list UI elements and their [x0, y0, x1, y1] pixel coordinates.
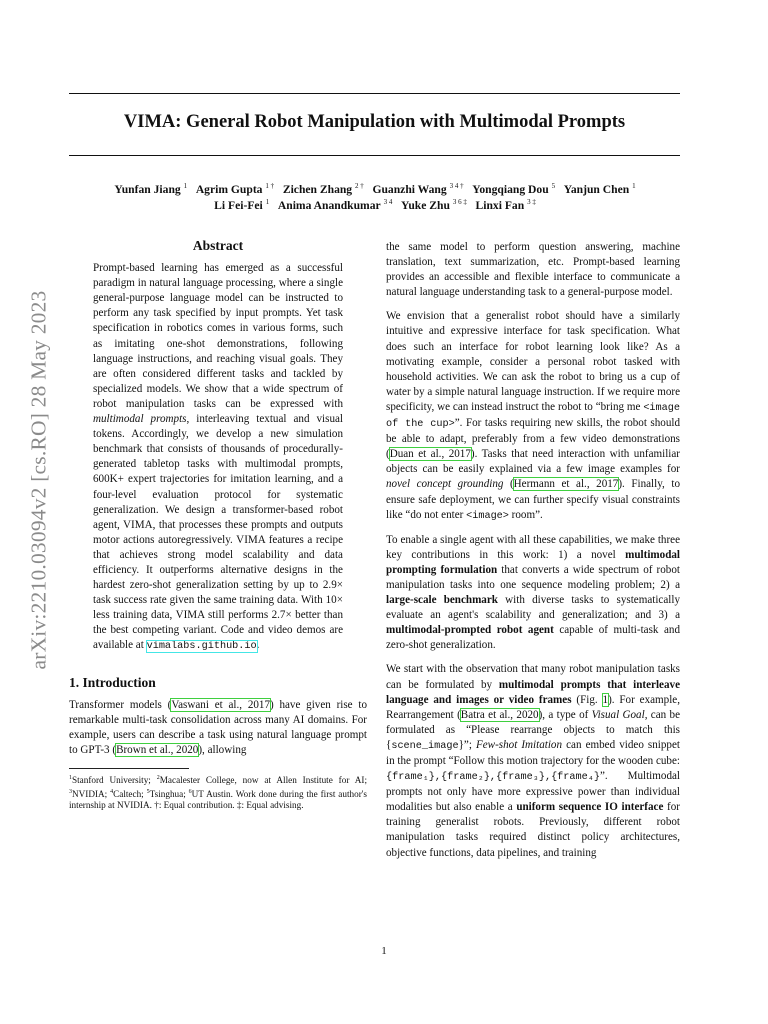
introduction-paragraph-1: Transformer models (Vaswani et al., 2017) have given rise to remarkable multi-task consolidation across many AI domains. For example, users can describe a task using natural language prompt to GPT-3 (Brown et al., 2020), allowing: [69, 698, 368, 756]
author-name: Yuke Zhu: [401, 198, 450, 212]
author-name: Yunfan Jiang: [114, 182, 181, 196]
author-name: Guanzhi Wang: [372, 182, 447, 196]
citation-batra[interactable]: Batra et al., 2020: [460, 708, 539, 721]
author-name: Li Fei-Fei: [214, 198, 263, 212]
citation-duan[interactable]: Duan et al., 2017: [389, 448, 471, 461]
author-name: Linxi Fan: [475, 198, 525, 212]
introduction-paragraph-2: We envision that a generalist robot should have a similarly intuitive and expressive interface for task specification. What does such an interface for robot learning look like? As a motivating example, consider a personal robot tasked with household activities. We can ask the robot to bring us a cup of water by a simple natural language instruction. If we require more specificity, we can instead instruct the robot to “bring me <image of the cup>”. For tasks requiring new skills, the robot should be able to adapt, preferably from a few video demonstrations (Duan et al., 2017). Tasks that need interaction with unfamiliar objects can be easily explained via a few image examples for novel concept grounding (Hermann et al., 2017). Finally, to ensure safe deployment, we can further specify visual constraints like “do not enter <image> room”.: [386, 310, 681, 522]
author-list-line-1: [60, 182, 690, 196]
author-affiliation-mark: 3 ‡: [527, 198, 536, 206]
author-name: Zichen Zhang: [282, 182, 353, 196]
abstract-heading: Abstract: [192, 238, 244, 253]
paper-title: VIMA: General Robot Manipulation with Multimodal Prompts: [123, 112, 626, 132]
author-affiliation-mark: 1: [183, 182, 188, 190]
title-bottom-rule: [69, 155, 680, 156]
author-affiliation-mark: 3 4: [383, 198, 393, 206]
arxiv-identifier: arXiv:2210.03094v2 [cs.RO] 28 May 2023: [26, 290, 51, 670]
code-image-of-cup: <image of the cup>: [386, 402, 680, 431]
affiliations-footnote: $^1$Stanford University; $^2$Macalester College, now at Allen Institute for AI; $^3$NVIDIA; $^4$Caltech; $^5$Tsinghua; $^6$UT Austin. Work done during the first author's internship at NVIDIA. †: Equal contribution. ‡: Equal advising.: [69, 775, 368, 811]
author-affiliation-mark: 5: [551, 182, 556, 190]
author-affiliation-mark: 3 6 ‡: [452, 198, 467, 206]
code-image: <image>: [466, 510, 509, 522]
author-name: Agrim Gupta: [195, 182, 263, 196]
code-frames: {frame₁},{frame₂},{frame₃},{frame₄}: [386, 772, 600, 784]
project-url-link[interactable]: vimalabs.github.io: [146, 641, 257, 653]
introduction-heading: 1. Introduction: [69, 674, 156, 690]
introduction-paragraph-3: To enable a single agent with all these capabilities, we make three key contributions in this work: 1) a novel multimodal prompting formulation that converts a wide spectrum of robot manipulation tasks into one sequence modeling problem; 2) a large-scale benchmark with diverse tasks to systematically evaluate an agent's scalability and generalization; and 3) a multimodal-prompted robot agent capable of multi-task and zero-shot generalization.: [386, 533, 680, 652]
citation-vaswani[interactable]: Vaswani et al., 2017: [171, 698, 270, 711]
citation-hermann[interactable]: Hermann et al., 2017: [513, 478, 619, 491]
author-affiliation-mark: 1 †: [265, 182, 275, 190]
author-name: Yanjun Chen: [563, 182, 630, 196]
abstract-body: [69, 261, 367, 654]
author-name: Yongqiang Dou: [472, 182, 549, 196]
figure-1-reference[interactable]: 1: [602, 693, 609, 706]
author-affiliation-mark: 2 †: [355, 182, 364, 190]
abstract-text: Prompt-based learning has emerged as a successful paradigm in natural language processing, where a single general-purpose language model can be instructed to perform any task specified by input prompts. Yet task specification in robotics comes in various forms, such as imitating one-shot demonstrations, following language instructions, and reaching visual goals. They are often considered different tasks and tackled by specialized models. We show that a wide spectrum of robot manipulation tasks can be expressed with multimodal prompts, interleaving textual and visual tokens. Accordingly, we develop a new simulation benchmark that consists of thousands of procedurally-generated tabletop tasks with multimodal prompts, 600K+ expert trajectories for imitation learning, and a four-level evaluation protocol for systematic generalization. We design a transformer-based robot agent, VIMA, that processes these prompts and outputs motor actions autoregressively. VIMA features a recipe that achieves strong model scalability and data efficiency. It outperforms alternative designs in the hardest zero-shot generalization setting by up to 2.9× task success rate given the same training data. With 10× less training data, VIMA still performs 2.7× better than the best competing variant. Code and video demos are available at vimalabs.github.io.: [93, 262, 343, 653]
left-column: [69, 238, 367, 812]
author-affiliation-mark: 3 4 †: [449, 182, 464, 190]
author-affiliation-mark: 1: [632, 182, 636, 190]
author-affiliation-mark: 1: [265, 198, 270, 206]
introduction-paragraph-4: We start with the observation that many robot manipulation tasks can be formulated by multimodal prompts that interleave language and images or video frames (Fig. 1). For example, Rearrangement (Batra et al., 2020), a type of Visual Goal, can be formulated as “Please rearrange objects to match this {scene_image}”; Few-shot Imitation can embed video snippet in the prompt “Follow this motion trajectory for the wooden cube: {frame₁},{frame₂},{frame₃},{frame₄}”. Multimodal prompts not only have more expressive power than individual modalities but also enable a uniform sequence IO interface for training generalist robots. Previously, different robot manipulation tasks required distinct policy architectures, objective functions, data pipelines, and training: [386, 663, 681, 859]
right-column: [386, 240, 680, 861]
author-name: Anima Anandkumar: [277, 198, 381, 212]
introduction-paragraph-1-continued: the same model to perform question answering, machine translation, text summarization, etc. Prompt-based learning provides an accessible and flexible interface to communicate a natural language understanding task to a general-purpose model.: [386, 241, 680, 299]
top-rule: [69, 93, 680, 94]
citation-brown[interactable]: Brown et al., 2020: [116, 743, 199, 756]
arxiv-stamp: [24, 265, 54, 695]
author-list-line-2: [60, 198, 690, 212]
code-scene-image: scene_image: [391, 740, 459, 752]
page-number: 1: [381, 945, 387, 957]
footnote-divider: [69, 768, 189, 769]
